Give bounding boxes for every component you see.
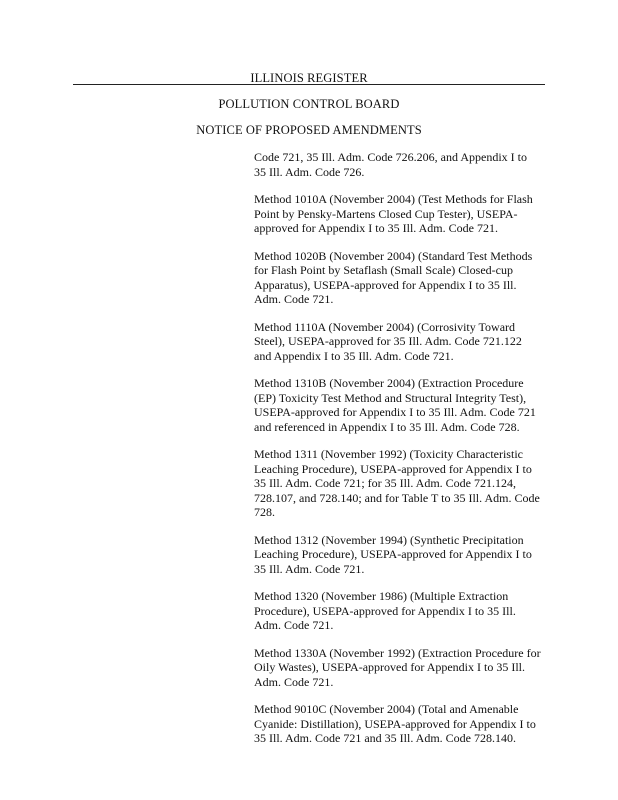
notice-title: NOTICE OF PROPOSED AMENDMENTS [196,123,422,137]
paragraph-method-1020b: Method 1020B (November 2004) (Standard Test Methods for Flash Point by Setaflash (Small Scale) Closed-cup Apparatus), USEPA-approved for Appendix I to 35 Ill. Adm. Code 721. [254,248,533,306]
paragraph-method-1010a: Method 1010A (November 2004) (Test Methods for Flash Point by Pensky-Martens Closed Cup Tester), USEPA- approved for Appendix I to 35 Ill. Adm. Code 721. [254,192,533,235]
paragraph-method-1330a: Method 1330A (November 1992) (Extraction Procedure for Oily Wastes), USEPA-approved for Appendix I to 35 Ill. Adm. Code 721. [254,645,541,689]
board-title: POLLUTION CONTROL BOARD [218,97,400,111]
paragraph-method-1110a: Method 1110A (November 2004) (Corrosivity Toward Steel), USEPA-approved for 35 Ill. Adm. Code 721.122 and Appendix I to 35 Ill. Adm. Code 721. [254,319,522,363]
paragraph-method-1311: Method 1311 (November 1992) (Toxicity Characteristic Leaching Procedure), USEPA-approved for Appendix I to 35 Ill. Adm. Code 721; for 35 Ill. Adm. Code 721.124, 728.107, and 728.140; and for Table T to 35 Ill. Adm. Code 728. [254,447,540,519]
paragraph-method-1320: Method 1320 (November 1986) (Multiple Extraction Procedure), USEPA-approved for Appendix I to 35 Ill. Adm. Code 721. [254,589,516,632]
paragraph-method-9010c: Method 9010C (November 2004) (Total and Amenable Cyanide: Distillation), USEPA-approved for Appendix I to 35 Ill. Adm. Code 721 and 35 Ill. Adm. Code 728.140. [254,702,536,745]
paragraph-method-1312: Method 1312 (November 1994) (Synthetic Precipitation Leaching Procedure), USEPA-approved for Appendix I to 35 Ill. Adm. Code 721. [254,532,532,576]
document-body [254,150,549,759]
paragraph-code-reference: Code 721, 35 Ill. Adm. Code 726.206, and Appendix I to 35 Ill. Adm. Code 726. [254,150,527,179]
register-title: ILLINOIS REGISTER [250,71,368,85]
paragraph-method-1310b: Method 1310B (November 2004) (Extraction Procedure (EP) Toxicity Test Method and Structural Integrity Test), USEPA-approved for Appendix I to 35 Ill. Adm. Code 721 and referenced in Appendix I to 35 Ill. Adm. Code 728. [254,376,536,434]
